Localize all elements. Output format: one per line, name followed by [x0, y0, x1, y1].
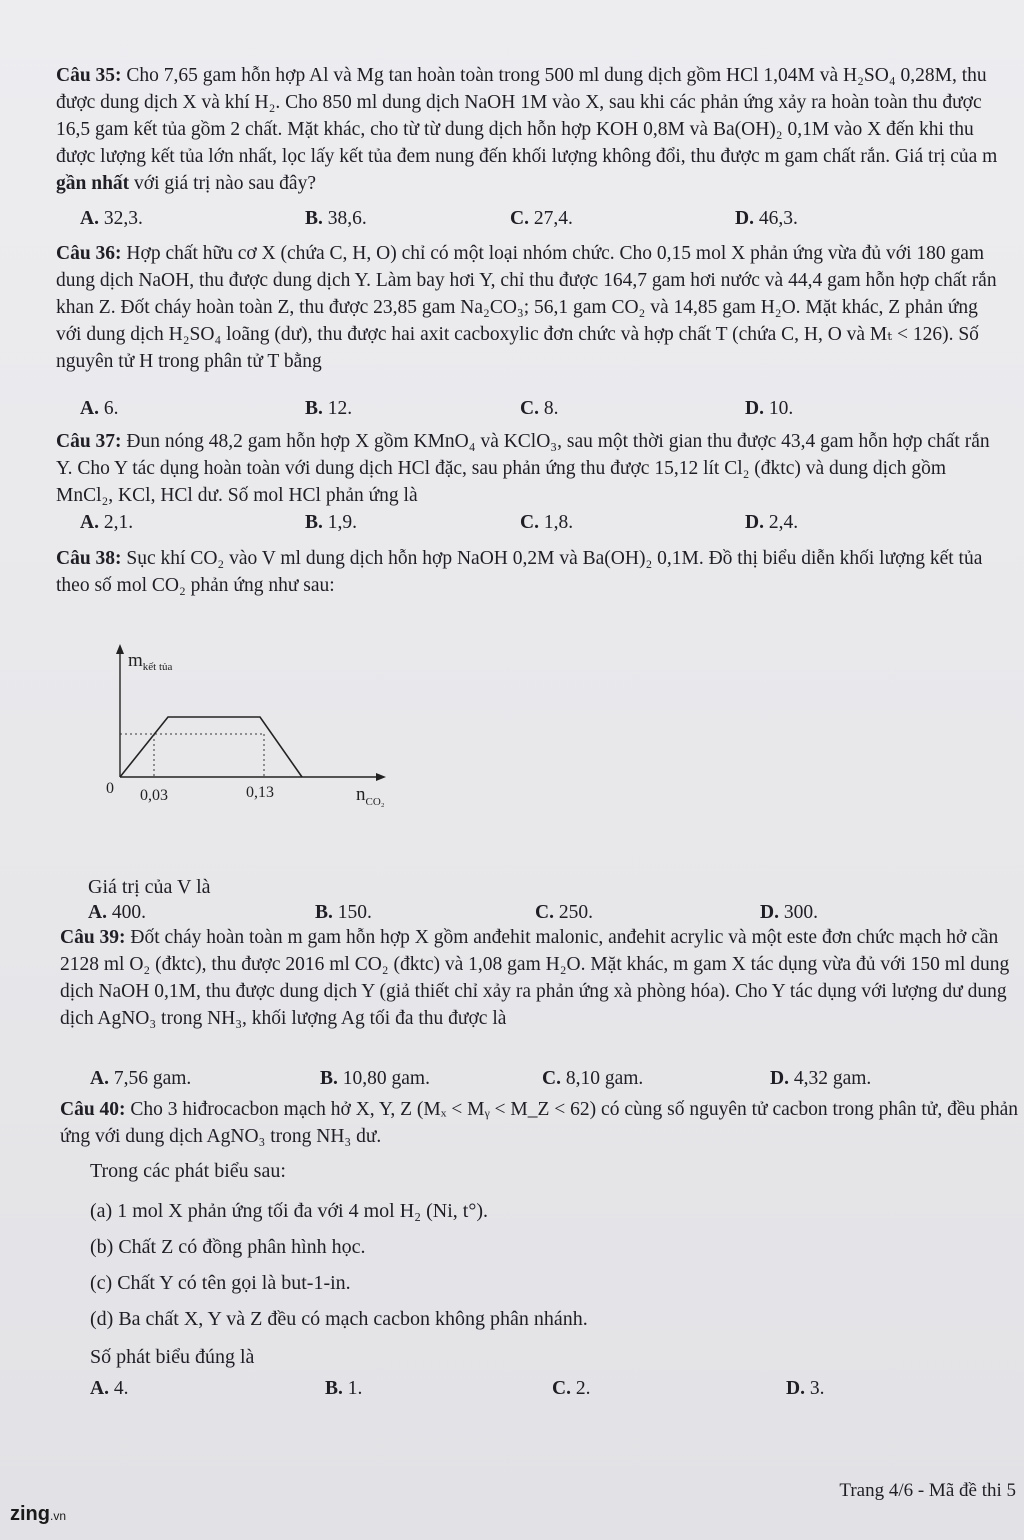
x-tick-1: 0,03: [140, 787, 168, 804]
statement-d: (d) Ba chất X, Y và Z đều có mạch cacbon không phân nhánh.: [90, 1308, 588, 1330]
option-b[interactable]: B. 150.: [315, 902, 372, 923]
question-39: [60, 924, 1020, 1032]
option-a[interactable]: A. 2,1.: [80, 512, 134, 533]
options-40: [80, 1378, 940, 1404]
question-text: Hợp chất hữu cơ X (chứa C, H, O) chỉ có một loại nhóm chức. Cho 0,15 mol X phản ứng vừa đủ với 180 gam dung dịch NaOH, thu được dung dịch Y. Làm bay hơi Y, chỉ thu được 164,7 gam hơi nước và 44,4 gam hỗn hợp chất rắn khan Z. Đốt cháy hoàn toàn Z, thu được 23,85 gam Na₂CO₃; 56,1 gam CO₂ và 14,85 gam H₂O. Mặt khác, Z phản ứng với dung dịch H₂SO₄ loãng (dư), thu được hai axit cacboxylic đơn chức và hợp chất T (chứa C, H, O và Mₜ < 126). Số nguyên tử H trong phân tử T bằng: [56, 243, 997, 372]
question-text: Sục khí CO₂ vào V ml dung dịch hỗn hợp NaOH 0,2M và Ba(OH)₂ 0,1M. Đồ thị biểu diễn khối lượng kết tủa theo số mol CO₂ phản ứng như sau:: [56, 548, 983, 596]
option-c[interactable]: C. 27,4.: [510, 208, 573, 229]
statement-a: (a) 1 mol X phản ứng tối đa với 4 mol H₂ (Ni, t°).: [90, 1200, 488, 1222]
option-b[interactable]: B. 38,6.: [305, 208, 367, 229]
option-c[interactable]: C. 250.: [535, 902, 593, 923]
precipitate-graph: [100, 640, 420, 820]
y-axis-arrow: [116, 644, 124, 654]
statement-c: (c) Chất Y có tên gọi là but-1-in.: [90, 1272, 351, 1294]
options-36: [80, 398, 940, 424]
question-text: Cho 3 hiđrocacbon mạch hở X, Y, Z (Mₓ < Mᵧ < M_Z < 62) có cùng số nguyên tử cacbon trong phân tử, đều phản ứng với dung dịch AgNO₃ trong NH₃ dư.: [60, 1099, 1019, 1147]
question-emphasis: gần nhất: [56, 173, 130, 194]
option-a[interactable]: A. 32,3.: [80, 208, 143, 229]
question-number: Câu 38:: [56, 548, 122, 569]
x-axis-arrow: [376, 773, 386, 781]
option-a[interactable]: A. 400.: [88, 902, 146, 923]
page-footer: Trang 4/6 - Mã đề thi 5: [839, 1480, 1016, 1501]
zing-logo: zing.vn: [10, 1503, 67, 1525]
option-d[interactable]: D. 3.: [786, 1378, 825, 1399]
question-text: Đốt cháy hoàn toàn m gam hỗn hợp X gồm anđehit malonic, anđehit acrylic và một este đơn chức mạch hở cần 2128 ml O₂ (đktc), thu được 2016 ml CO₂ (đktc) và 1,08 gam H₂O. Mặt khác, m gam X tác dụng vừa đủ với 150 ml dung dịch NaOH 0,1M, thu được dung dịch Y (giả thiết chỉ xảy ra phản ứng xà phòng hóa). Cho Y tác dụng với lượng dư dung dịch AgNO₃ trong NH₃, khối lượng Ag tối đa thu được là: [60, 927, 1010, 1029]
question-number: Câu 39:: [60, 927, 126, 948]
options-37: [80, 512, 940, 538]
option-c[interactable]: C. 1,8.: [520, 512, 574, 533]
question-number: Câu 40:: [60, 1099, 126, 1120]
option-d[interactable]: D. 46,3.: [735, 208, 798, 229]
precipitate-curve: [120, 717, 302, 777]
option-c[interactable]: C. 2.: [552, 1378, 591, 1399]
y-label: $m_{kết tủa}$: [128, 650, 173, 673]
options-35: [80, 208, 940, 234]
option-d[interactable]: D. 2,4.: [745, 512, 799, 533]
question-40: [60, 1096, 1020, 1150]
option-b[interactable]: B. 10,80 gam.: [320, 1068, 430, 1089]
question-text: Đun nóng 48,2 gam hỗn hợp X gồm KMnO₄ và KClO₃, sau một thời gian thu được 43,4 gam hỗn hợp chất rắn Y. Cho Y tác dụng hoàn toàn với dung dịch HCl đặc, sau phản ứng thu được 15,12 lít Cl₂ (đktc) và dung dịch gồm MnCl₂, KCl, HCl dư. Số mol HCl phản ứng là: [56, 431, 990, 506]
option-a[interactable]: A. 4.: [90, 1378, 129, 1399]
option-c[interactable]: C. 8.: [520, 398, 559, 419]
origin-label: 0: [106, 780, 114, 797]
question-36: [56, 240, 1006, 375]
question-number: Câu 37:: [56, 431, 122, 452]
question-number: Câu 35:: [56, 65, 122, 86]
option-b[interactable]: B. 1.: [325, 1378, 363, 1399]
statement-b: (b) Chất Z có đồng phân hình học.: [90, 1236, 366, 1258]
question-number: Câu 36:: [56, 243, 122, 264]
option-a[interactable]: A. 7,56 gam.: [90, 1068, 192, 1089]
option-b[interactable]: B. 12.: [305, 398, 353, 419]
question-37: [56, 428, 1006, 509]
question-38: [56, 545, 1006, 599]
option-d[interactable]: D. 300.: [760, 902, 818, 923]
option-d[interactable]: D. 10.: [745, 398, 794, 419]
options-39: [80, 1068, 940, 1094]
option-c[interactable]: C. 8,10 gam.: [542, 1068, 644, 1089]
x-tick-2: 0,13: [246, 784, 274, 801]
question-tail: với giá trị nào sau đây?: [134, 173, 316, 194]
question-text: Cho 7,65 gam hỗn hợp Al và Mg tan hoàn toàn trong 500 ml dung dịch gồm HCl 1,04M và H₂SO₄ 0,28M, thu được dung dịch X và khí H₂. Cho 850 ml dung dịch NaOH 1M vào X, sau khi các phản ứng xảy ra hoàn toàn thu được 16,5 gam kết tủa gồm 2 chất. Mặt khác, cho từ từ dung dịch hỗn hợp KOH 0,8M và Ba(OH)₂ 0,1M vào X đến khi thu được lượng kết tủa lớn nhất, lọc lấy kết tủa đem nung đến khối lượng không đổi, thu được m gam chất rắn. Giá trị của m: [56, 65, 998, 167]
statements-lead: Trong các phát biểu sau:: [90, 1160, 286, 1182]
question-35: [56, 62, 1006, 197]
option-a[interactable]: A. 6.: [80, 398, 119, 419]
option-d[interactable]: D. 4,32 gam.: [770, 1068, 872, 1089]
option-b[interactable]: B. 1,9.: [305, 512, 358, 533]
question-40-prompt: Số phát biểu đúng là: [90, 1346, 255, 1368]
x-label: $n_{CO_2}$: [356, 784, 385, 808]
question-38-prompt: Giá trị của V là: [88, 876, 211, 898]
